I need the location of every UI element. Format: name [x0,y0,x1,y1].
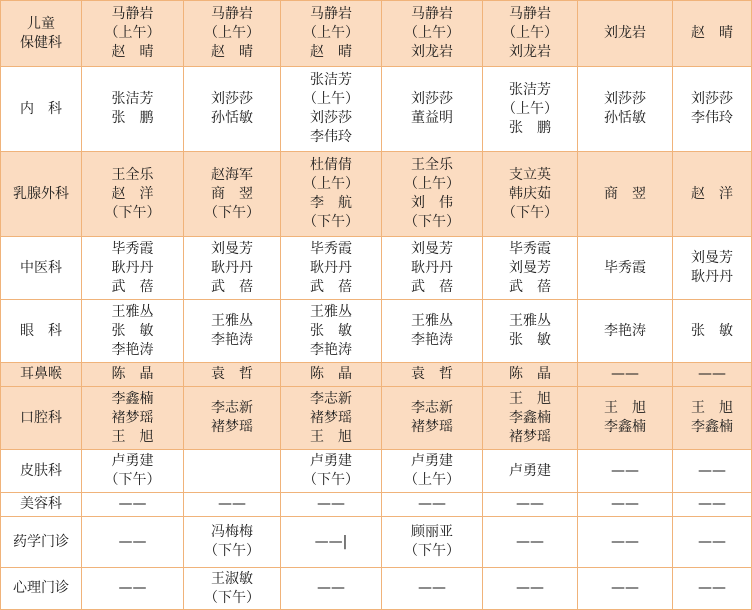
doctor-entry: 陈 晶 [310,366,352,382]
schedule-cell [281,363,382,387]
doctor-entry: 毕秀霞 [604,259,646,276]
doctor-entry: 孙恬敏 [604,110,646,126]
doctor-entry: —— [317,580,345,596]
doctor-entry: 卢勇建 [509,462,551,479]
doctor-entry: 武 蓓 [411,278,453,295]
table-row [1,493,752,517]
department-cell [1,517,82,568]
doctor-entry: （下午） [104,204,161,221]
doctor-entry: 张 鹏 [509,119,551,136]
doctor-entry: ——| [314,533,348,550]
doctor-entry: 袁 哲 [411,366,453,382]
doctor-entry: —— [218,496,246,512]
schedule-cell [673,67,752,152]
doctor-entry: 支立英 [509,166,551,183]
schedule-cell [184,152,281,237]
doctor-entry: 商 翌 [211,185,253,202]
doctor-entry: —— [516,533,544,550]
schedule-cell [82,1,184,67]
department-cell [1,493,82,517]
doctor-entry: （上午） [104,25,161,41]
schedule-cell [483,237,578,300]
doctor-entry: 王雅丛 [411,313,453,329]
doctor-entry: （下午） [502,204,558,221]
schedule-cell [578,387,673,450]
doctor-entry: 褚梦瑶 [310,409,352,426]
doctor-entry: 韩庆茹 [509,185,551,202]
table-row [1,517,752,568]
doctor-entry: —— [611,366,639,382]
schedule-cell [281,67,382,152]
schedule-cell [82,517,184,568]
doctor-entry: 王雅丛 [509,313,551,329]
doctor-entry: —— [698,462,726,479]
doctor-entry: 李艳涛 [111,341,154,358]
schedule-cell [82,300,184,363]
schedule-cell [673,568,752,610]
schedule-cell [184,493,281,517]
doctor-entry: 褚梦瑶 [411,419,453,435]
doctor-entry: （下午） [204,589,260,606]
schedule-cell [281,1,382,67]
doctor-entry: 李艳涛 [310,341,352,358]
doctor-entry: —— [516,496,544,512]
schedule-cell [578,67,673,152]
doctor-entry: 马静岩 [411,6,453,22]
department-cell [1,568,82,610]
schedule-cell [578,363,673,387]
doctor-entry: 王雅丛 [310,303,352,320]
table-row [1,450,752,493]
doctor-entry: 褚梦瑶 [111,409,154,426]
schedule-cell [483,67,578,152]
doctor-entry: 毕秀霞 [111,240,154,257]
doctor-entry: （下午） [204,204,260,221]
doctor-entry: 王雅丛 [111,303,154,320]
doctor-entry: 马静岩 [111,6,154,22]
doctor-entry: 武 蓓 [111,278,154,295]
table-row [1,67,752,152]
doctor-entry: 李 航 [310,195,352,211]
schedule-cell [578,152,673,237]
schedule-cell [82,67,184,152]
schedule-cell [281,237,382,300]
doctor-entry: 王雅丛 [211,313,253,329]
schedule-cell [483,300,578,363]
doctor-entry: 刘莎莎 [604,91,646,107]
doctor-entry: 李艳涛 [211,332,253,348]
doctor-entry: 张 敏 [111,322,154,339]
doctor-entry: 武 蓓 [310,278,352,295]
schedule-cell [382,1,483,67]
doctor-entry: 李伟玲 [691,110,733,126]
doctor-entry: 卢勇建 [310,453,352,469]
schedule-cell [673,387,752,450]
doctor-entry: —— [698,533,726,550]
doctor-entry: 冯梅梅 [211,524,253,540]
table-row [1,568,752,610]
schedule-cell [382,568,483,610]
doctor-entry: 刘龙岩 [604,25,646,41]
doctor-entry: （上午） [303,91,359,107]
schedule-cell [673,450,752,493]
doctor-entry: 李伟玲 [310,129,352,145]
doctor-entry: —— [611,462,639,479]
schedule-cell [578,300,673,363]
doctor-entry: 刘莎莎 [310,110,352,126]
doctor-entry: 毕秀霞 [509,240,551,257]
doctor-entry: 李志新 [310,390,352,407]
doctor-entry: （下午） [404,543,460,559]
schedule-cell [382,387,483,450]
doctor-entry: 耿丹丹 [411,259,453,276]
doctor-entry: —— [698,496,726,512]
doctor-entry: （上午） [404,472,460,488]
doctor-entry: 张洁芳 [111,91,154,107]
doctor-entry: 赵 晴 [691,25,733,41]
schedule-body [1,1,752,610]
doctor-entry: —— [698,580,726,596]
schedule-cell [483,568,578,610]
schedule-cell [281,152,382,237]
schedule-cell [184,517,281,568]
schedule-cell [578,450,673,493]
department-cell [1,300,82,363]
doctor-entry: 商 翌 [604,185,646,202]
doctor-entry: 褚梦瑶 [211,419,253,435]
doctor-entry: 耿丹丹 [211,259,253,276]
department-name: 口腔科 [20,409,62,426]
department-name: 儿童 [27,15,55,32]
doctor-entry: —— [317,496,345,512]
doctor-entry: 卢勇建 [411,453,453,469]
doctor-entry: 武 蓓 [509,278,551,295]
schedule-cell [184,1,281,67]
table-row [1,152,752,237]
schedule-cell [281,517,382,568]
doctor-entry: —— [418,580,446,596]
doctor-entry: 马静岩 [310,6,352,22]
department-name: 内 科 [20,100,62,117]
doctor-entry: —— [611,496,639,512]
table-row [1,363,752,387]
doctor-entry: 赵 晴 [111,44,154,60]
doctor-entry: 王全乐 [111,166,154,183]
schedule-cell [673,300,752,363]
doctor-entry: 杜倩倩 [310,157,352,173]
doctor-entry: —— [418,496,446,512]
schedule-cell [184,450,281,493]
doctor-entry: （下午） [104,472,161,488]
schedule-cell [184,363,281,387]
doctor-entry: 王 旭 [604,400,646,416]
doctor-entry: （上午） [303,25,359,41]
schedule-cell [382,517,483,568]
department-cell [1,67,82,152]
schedule-cell [673,363,752,387]
doctor-entry: 张 敏 [509,332,551,348]
schedule-cell [382,237,483,300]
department-cell [1,237,82,300]
schedule-cell [578,568,673,610]
department-name: 保健科 [20,34,62,51]
doctor-entry: 王 旭 [310,428,352,445]
doctor-entry: 刘曼芳 [691,250,733,266]
schedule-cell [483,450,578,493]
doctor-entry: —— [611,533,639,550]
department-cell [1,152,82,237]
schedule-cell [82,387,184,450]
schedule-cell [281,450,382,493]
doctor-entry: 马静岩 [509,6,551,22]
schedule-cell [382,450,483,493]
doctor-entry: 刘莎莎 [691,91,733,107]
doctor-entry: 王 旭 [111,428,154,445]
schedule-cell [578,237,673,300]
doctor-entry: 王 旭 [509,390,551,407]
doctor-entry: 张 敏 [691,322,733,339]
department-name: 美容科 [20,496,62,512]
schedule-cell [382,493,483,517]
schedule-cell [281,568,382,610]
doctor-entry: 张洁芳 [310,72,352,88]
schedule-cell [483,363,578,387]
doctor-entry: 武 蓓 [211,278,253,295]
schedule-cell [382,67,483,152]
doctor-entry: —— [118,496,147,512]
department-name: 皮肤科 [20,462,62,479]
schedule-cell [382,363,483,387]
doctor-entry: 刘龙岩 [509,44,551,60]
department-name: 心理门诊 [13,580,69,596]
schedule-cell [82,363,184,387]
doctor-entry: （上午） [404,176,460,192]
doctor-entry: （下午） [303,214,359,230]
doctor-entry: （上午） [404,25,460,41]
doctor-entry: 孙恬敏 [211,110,253,126]
doctor-entry: （下午） [204,543,260,559]
doctor-entry: 张 鹏 [111,110,154,126]
doctor-entry: —— [698,366,726,382]
schedule-cell [483,517,578,568]
doctor-entry: 张 敏 [310,322,352,339]
table-row [1,300,752,363]
doctor-entry: 赵海军 [211,166,253,183]
schedule-cell [82,493,184,517]
department-name: 耳鼻喉 [20,366,62,382]
doctor-entry: —— [516,580,544,596]
doctor-entry: 耿丹丹 [691,269,733,285]
table-row [1,1,752,67]
doctor-entry: 董益明 [411,110,453,126]
doctor-entry: 刘龙岩 [411,44,453,60]
doctor-entry: 赵 洋 [691,185,733,202]
department-name: 乳腺外科 [13,185,69,202]
schedule-cell [281,300,382,363]
doctor-entry: 张洁芳 [509,81,551,98]
schedule-cell [82,568,184,610]
doctor-entry: 赵 晴 [310,44,352,60]
doctor-entry: 耿丹丹 [111,259,154,276]
schedule-cell [184,300,281,363]
schedule-cell [184,387,281,450]
doctor-entry: （上午） [303,176,359,192]
doctor-entry: 毕秀霞 [310,240,352,257]
schedule-cell [82,237,184,300]
department-name: 中医科 [20,259,62,276]
schedule-cell [673,517,752,568]
doctor-entry: 卢勇建 [111,453,154,469]
department-cell [1,363,82,387]
doctor-entry: 李鑫楠 [111,390,154,407]
doctor-entry: 李鑫楠 [509,409,551,426]
department-cell [1,450,82,493]
table-row [1,387,752,450]
doctor-entry: （上午） [502,100,558,117]
doctor-entry: 褚梦瑶 [509,428,551,445]
schedule-cell [82,450,184,493]
schedule-cell [578,1,673,67]
schedule-cell [184,67,281,152]
schedule-cell [673,1,752,67]
doctor-entry: —— [118,580,147,596]
doctor-entry: （下午） [404,214,460,230]
doctor-entry: 刘曼芳 [411,240,453,257]
schedule-cell [483,1,578,67]
doctor-entry: 顾丽亚 [411,524,453,540]
doctor-entry: 李鑫楠 [691,419,733,435]
doctor-entry: 刘莎莎 [411,91,453,107]
doctor-entry: 李志新 [211,400,253,416]
doctor-entry: 耿丹丹 [310,259,352,276]
doctor-entry: 王 旭 [691,400,733,416]
schedule-cell [673,237,752,300]
department-cell [1,1,82,67]
schedule-cell [673,152,752,237]
doctor-entry: 赵 晴 [211,44,253,60]
schedule-cell [382,152,483,237]
schedule-cell [483,387,578,450]
doctor-entry: 李艳涛 [411,332,453,348]
doctor-entry: （上午） [204,25,260,41]
doctor-entry: 刘曼芳 [211,240,253,257]
doctor-entry: 赵 洋 [111,185,154,202]
doctor-entry: —— [611,580,639,596]
schedule-cell [184,568,281,610]
doctor-entry: 刘 伟 [411,195,453,211]
schedule-cell [382,300,483,363]
schedule-cell [673,493,752,517]
doctor-entry: 袁 哲 [211,366,253,382]
schedule-cell [578,493,673,517]
doctor-entry: 陈 晶 [509,366,551,382]
schedule-cell [483,152,578,237]
doctor-entry: （上午） [502,25,558,41]
doctor-entry: —— [118,533,147,550]
schedule-cell [184,237,281,300]
doctor-entry: 王全乐 [411,157,453,173]
doctor-entry: 李志新 [411,400,453,416]
schedule-cell [281,493,382,517]
schedule-cell [483,493,578,517]
doctor-entry: 马静岩 [211,6,253,22]
doctor-entry: 李艳涛 [604,322,646,339]
department-cell [1,387,82,450]
doctor-entry: 陈 晶 [111,366,154,382]
doctor-entry: 刘曼芳 [509,259,551,276]
doctor-entry: （下午） [303,472,359,488]
department-name: 眼 科 [20,322,62,339]
doctor-entry: 刘莎莎 [211,91,253,107]
doctor-entry: 王淑敏 [211,570,253,587]
schedule-cell [281,387,382,450]
schedule-cell [578,517,673,568]
doctor-entry: 李鑫楠 [604,419,646,435]
schedule-cell [82,152,184,237]
department-name: 药学门诊 [13,533,69,550]
table-row [1,237,752,300]
